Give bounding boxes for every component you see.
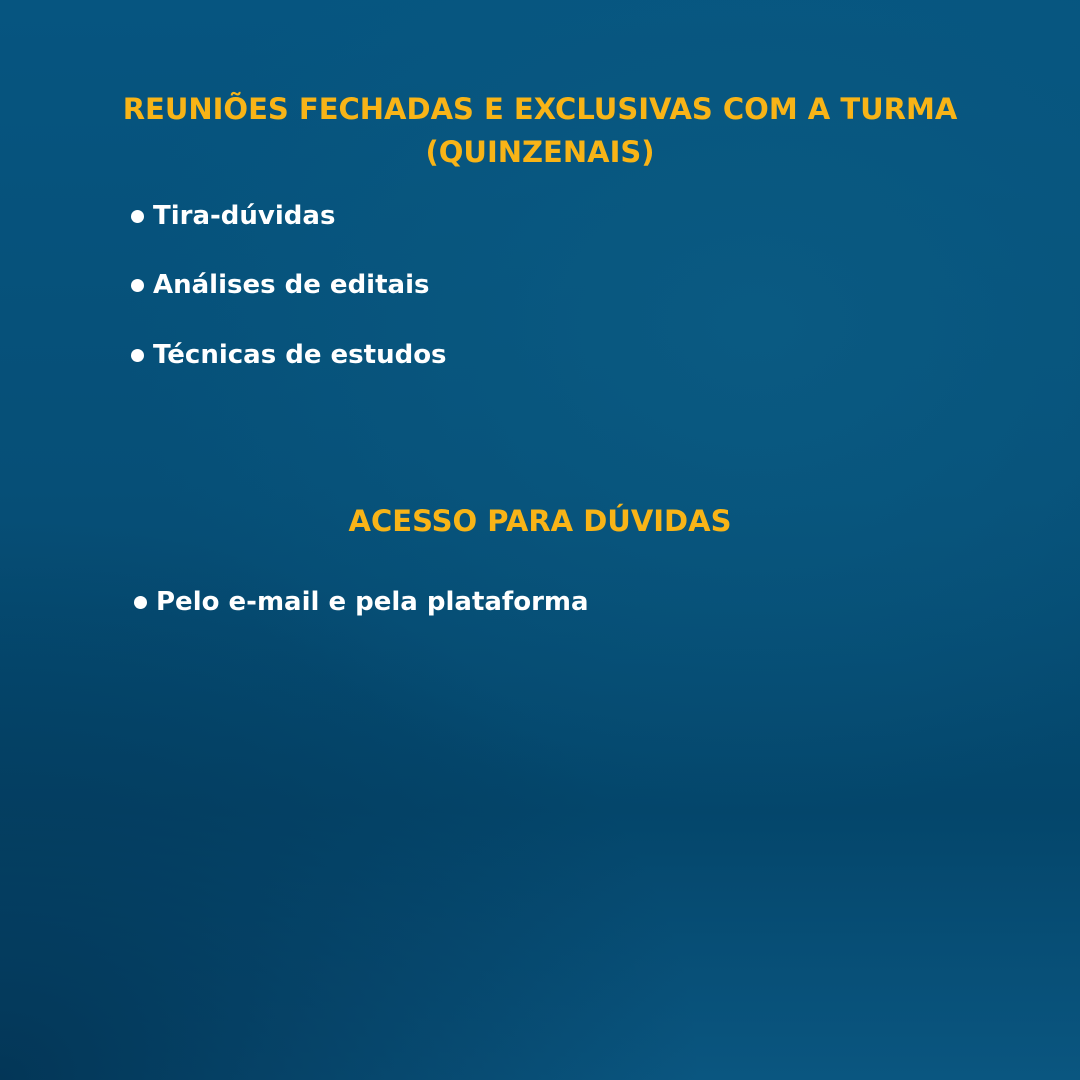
list-item [131, 268, 429, 302]
list-item-label: Técnicas de estudos [153, 340, 447, 370]
bullet-dot-icon [134, 596, 147, 609]
list-item [134, 585, 589, 619]
list-item-label: Pelo e-mail e pela plataforma [156, 587, 589, 617]
list-item [131, 199, 335, 233]
bullet-dot-icon [131, 349, 144, 362]
section-heading-questions [0, 500, 1080, 543]
list-item-label: Análises de editais [153, 270, 430, 300]
list-item-label: Tira-dúvidas [153, 201, 336, 231]
section-heading-meetings-line2: (QUINZENAIS) [425, 135, 655, 169]
bullet-dot-icon [131, 210, 144, 223]
bullet-dot-icon [131, 279, 144, 292]
section-heading-meetings-line1: REUNIÕES FECHADAS E EXCLUSIVAS COM A TURMA [122, 92, 958, 126]
list-item [131, 338, 447, 372]
section-heading-meetings [0, 88, 1080, 174]
section-heading-questions-line1: ACESSO PARA DÚVIDAS [348, 504, 732, 538]
